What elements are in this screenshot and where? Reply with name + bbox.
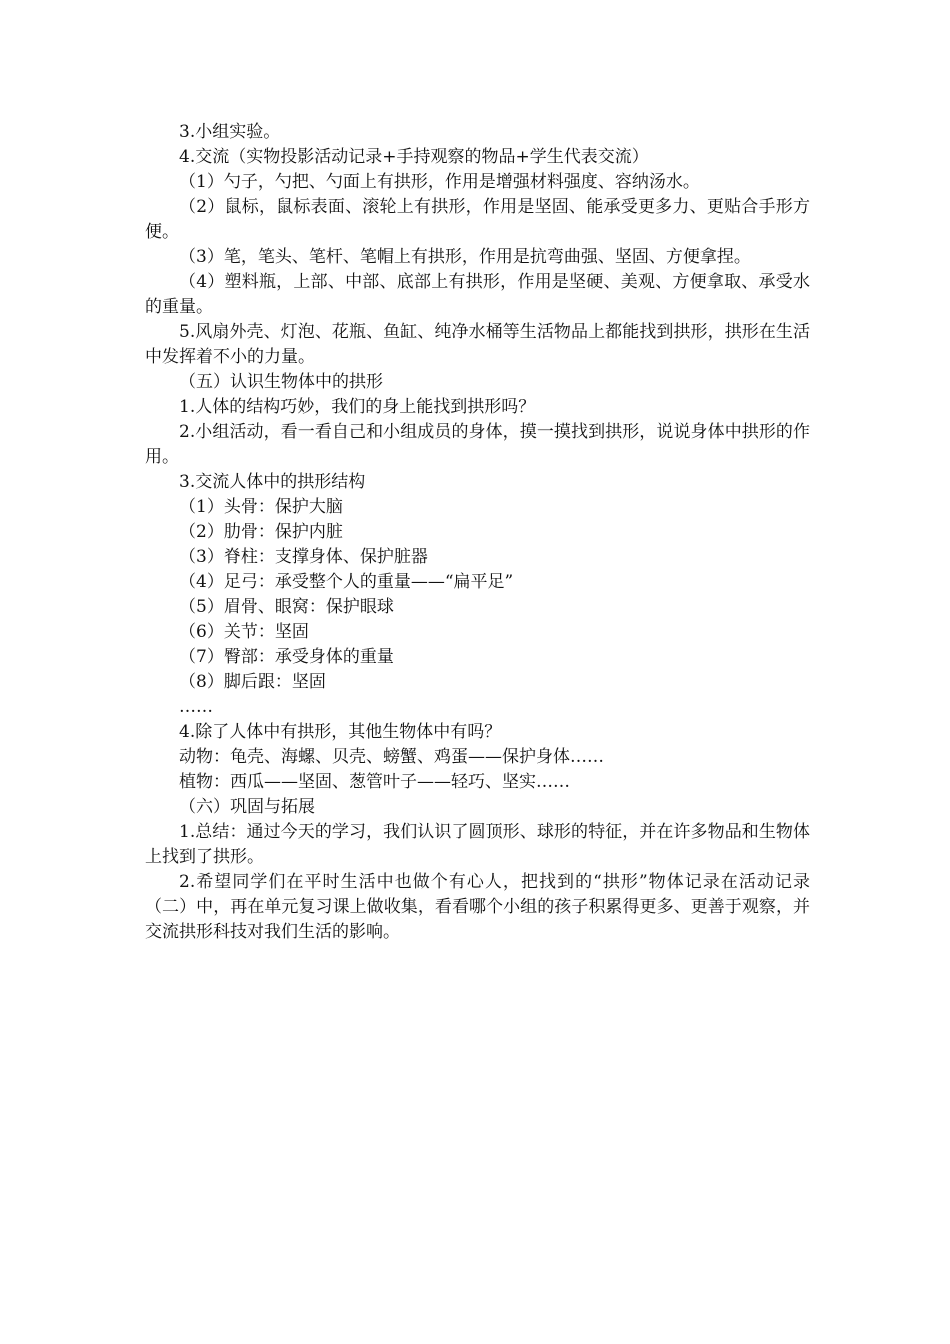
paragraph-step-3: 3.小组实验。 <box>179 122 281 142</box>
list-item-ribs: （2）肋骨：保护内脏 <box>179 522 343 542</box>
paragraph-pen: （3）笔，笔头、笔杆、笔帽上有拱形，作用是抗弯曲强、坚固、方便拿捏。 <box>179 247 751 267</box>
section-heading-5: （五）认识生物体中的拱形 <box>179 372 383 392</box>
paragraph-body-arches: 3.交流人体中的拱形结构 <box>179 472 366 492</box>
paragraph-mouse: （2）鼠标，鼠标表面、滚轮上有拱形，作用是坚固、能承受更多力、更贴合手形方便。 <box>145 197 810 242</box>
list-ellipsis: …… <box>179 697 213 717</box>
paragraph-step-5: 5.风扇外壳、灯泡、花瓶、鱼缸、纯净水桶等生活物品上都能找到拱形，拱形在生活中发挥着不小的力量。 <box>145 322 810 367</box>
list-item-skull: （1）头骨：保护大脑 <box>179 497 343 517</box>
paragraph-body-question: 1.人体的结构巧妙，我们的身上能找到拱形吗？ <box>179 397 536 417</box>
paragraph-plants: 植物：西瓜——坚固、葱管叶子——轻巧、坚实…… <box>179 772 570 792</box>
list-item-joint: （6）关节：坚固 <box>179 622 309 642</box>
document-page <box>145 120 810 945</box>
list-item-brow: （5）眉骨、眼窝：保护眼球 <box>179 597 394 617</box>
paragraph-hope: 2.希望同学们在平时生活中也做个有心人，把找到的“拱形”物体记录在活动记录（二）中，再在单元复习课上做收集，看看哪个小组的孩子积累得更多、更善于观察，并交流拱形科技对我们生活的影响。 <box>145 872 810 942</box>
list-item-foot-arch: （4）足弓：承受整个人的重量——“扁平足” <box>179 572 514 592</box>
paragraph-animals: 动物：龟壳、海螺、贝壳、螃蟹、鸡蛋——保护身体…… <box>179 747 604 767</box>
paragraph-bottle: （4）塑料瓶，上部、中部、底部上有拱形，作用是坚硬、美观、方便拿取、承受水的重量。 <box>145 272 810 317</box>
section-heading-6: （六）巩固与拓展 <box>179 797 315 817</box>
paragraph-step-4: 4.交流（实物投影活动记录+手持观察的物品+学生代表交流） <box>179 147 649 167</box>
list-item-spine: （3）脊柱：支撑身体、保护脏器 <box>179 547 428 567</box>
paragraph-other-organisms: 4.除了人体中有拱形，其他生物体中有吗？ <box>179 722 502 742</box>
paragraph-group-activity: 2.小组活动，看一看自己和小组成员的身体，摸一摸找到拱形，说说身体中拱形的作用。 <box>145 422 810 467</box>
list-item-hip: （7）臀部：承受身体的重量 <box>179 647 394 667</box>
paragraph-summary: 1.总结：通过今天的学习，我们认识了圆顶形、球形的特征，并在许多物品和生物体上找到了拱形。 <box>145 822 810 867</box>
list-item-heel: （8）脚后跟：坚固 <box>179 672 326 692</box>
paragraph-spoon: （1）勺子，勺把、勺面上有拱形，作用是增强材料强度、容纳汤水。 <box>179 172 700 192</box>
